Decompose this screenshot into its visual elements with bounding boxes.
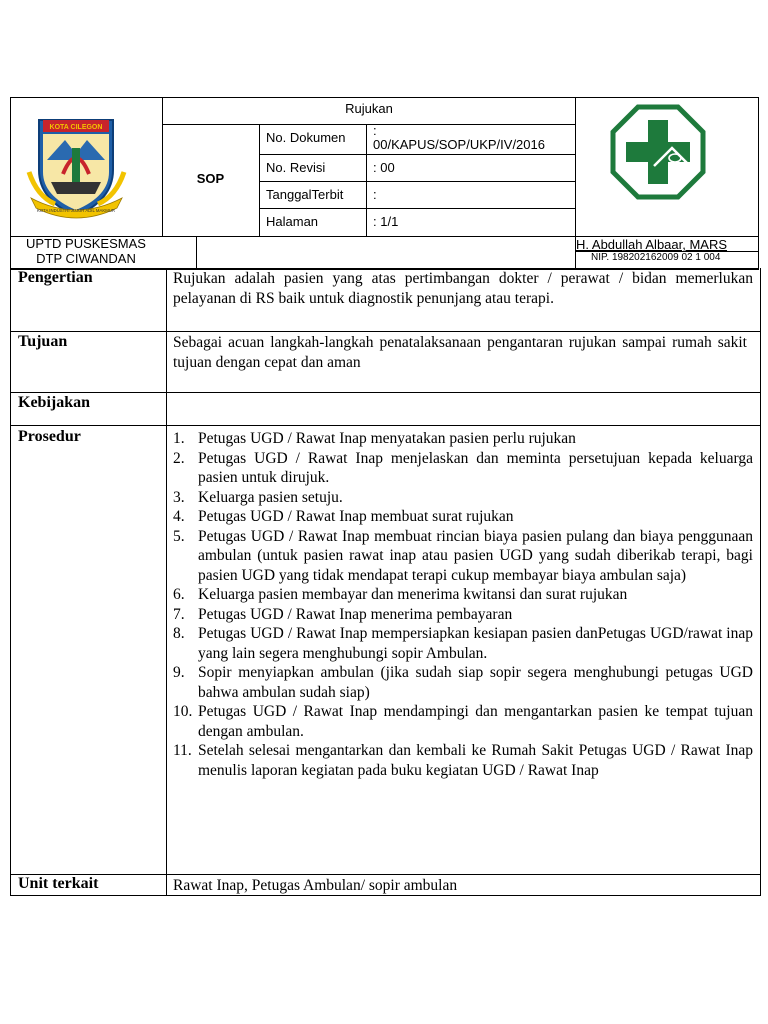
section-text-tujuan: Sebagai acuan langkah-langkah penatalaksanaan pengantaran rujukan sampai rumah sakit tujuan dengan cepat dan aman	[173, 334, 747, 371]
body-col-divider	[166, 268, 167, 896]
procedure-step: 6. Keluarga pasien membayar dan menerima kwitansi dan surat rujukan	[173, 586, 628, 603]
row-divider-prosedur	[10, 874, 761, 875]
procedure-list	[173, 429, 753, 780]
field-value-no-revisi: : 00	[373, 160, 395, 175]
field-value-no-dokumen: : 00/KAPUS/SOP/UKP/IV/2016	[373, 123, 545, 152]
sop-label: SOP	[196, 171, 225, 186]
row-divider-tujuan	[10, 392, 761, 393]
procedure-step: 4. Petugas UGD / Rawat Inap membuat surat rujukan	[173, 508, 514, 525]
procedure-step: 5. Petugas UGD / Rawat Inap membuat rincian biaya pasien pulang dan biaya penggunaan ambulan (untuk pasien rawat inap atau pasien UGD yang sudah diberikab terapi, bagi pasien UGD yang tidak mendapat terapi cukup membayar biaya ambulan saja)	[173, 527, 753, 584]
field-label-halaman: Halaman	[266, 214, 319, 229]
section-label-unit-terkait: Unit terkait	[18, 875, 99, 892]
row-divider-kebijakan	[10, 425, 761, 426]
signatory-name: H. Abdullah Albaar, MARS	[576, 237, 728, 252]
kota-cilegon-logo	[25, 112, 128, 222]
section-label-pengertian: Pengertian	[18, 269, 93, 286]
svg-text:KOTA CILEGON: KOTA CILEGON	[49, 124, 103, 131]
signatory-nip: NIP. 198202162009 02 1 004	[591, 252, 721, 263]
procedure-step: 3. Keluarga pasien setuju.	[173, 488, 343, 506]
field-value-halaman: : 1/1	[373, 214, 399, 229]
header-border-right	[758, 97, 759, 269]
section-label-tujuan: Tujuan	[18, 333, 68, 350]
header-row-divider-2	[259, 181, 576, 182]
header-bottom-col-divider	[196, 236, 197, 269]
document-title: Rujukan	[345, 101, 393, 116]
procedure-step: 10. Petugas UGD / Rawat Inap mendampingi dan mengantarkan pasien ke tempat tujuan dengan ambulan.	[173, 703, 753, 740]
body-border-right	[760, 268, 761, 896]
body-border-left	[10, 268, 11, 896]
row-divider-pengertian	[10, 331, 761, 332]
puskesmas-logo	[610, 104, 706, 200]
section-label-kebijakan: Kebijakan	[18, 394, 91, 411]
svg-text:KOTA INDUSTRI JUJUR ADIL MAKMU: KOTA INDUSTRI JUJUR ADIL MAKMUR	[36, 208, 116, 213]
header-row-divider-1	[259, 154, 576, 155]
section-text-unit-terkait: Rawat Inap, Petugas Ambulan/ sopir ambulan	[173, 877, 458, 894]
procedure-step: 8. Petugas UGD / Rawat Inap mempersiapkan kesiapan pasien danPetugas UGD/rawat inap yang lain segera menghubungi sopir Ambulan.	[173, 625, 753, 662]
field-label-no-dokumen: No. Dokumen	[266, 130, 346, 145]
procedure-step: 11. Setelah selesai mengantarkan dan kembali ke Rumah Sakit Petugas UGD / Rawat Inap menulis laporan kegiatan pada buku kegiatan UGD / Rawat Inap	[173, 742, 753, 779]
header-row-divider-3	[259, 208, 576, 209]
institution-name-line2: DTP CIWANDAN	[36, 251, 136, 266]
header-border-top	[10, 97, 759, 98]
section-label-prosedur: Prosedur	[18, 428, 81, 445]
field-value-tanggal-terbit: :	[373, 187, 377, 202]
procedure-step: 1. Petugas UGD / Rawat Inap menyatakan pasien perlu rujukan	[173, 430, 576, 447]
procedure-step: 7. Petugas UGD / Rawat Inap menerima pembayaran	[173, 605, 513, 623]
field-label-tanggal-terbit: TanggalTerbit	[266, 187, 344, 202]
field-label-no-revisi: No. Revisi	[266, 160, 326, 175]
section-text-pengertian: Rujukan adalah pasien yang atas pertimbangan dokter / perawat / bidan memerlukan pelayanan di RS baik untuk diagnostik penunjang atau terapi.	[173, 270, 753, 307]
header-col-divider-1	[162, 97, 163, 237]
institution-name-line1: UPTD PUSKESMAS	[26, 236, 146, 251]
procedure-step: 2. Petugas UGD / Rawat Inap menjelaskan dan meminta persetujuan kepada keluarga pasien untuk dirujuk.	[173, 449, 753, 486]
procedure-step: 9. Sopir menyiapkan ambulan (jika sudah siap sopir segera menghubungi petugas UGD bahwa ambulan sudah siap)	[173, 664, 753, 701]
